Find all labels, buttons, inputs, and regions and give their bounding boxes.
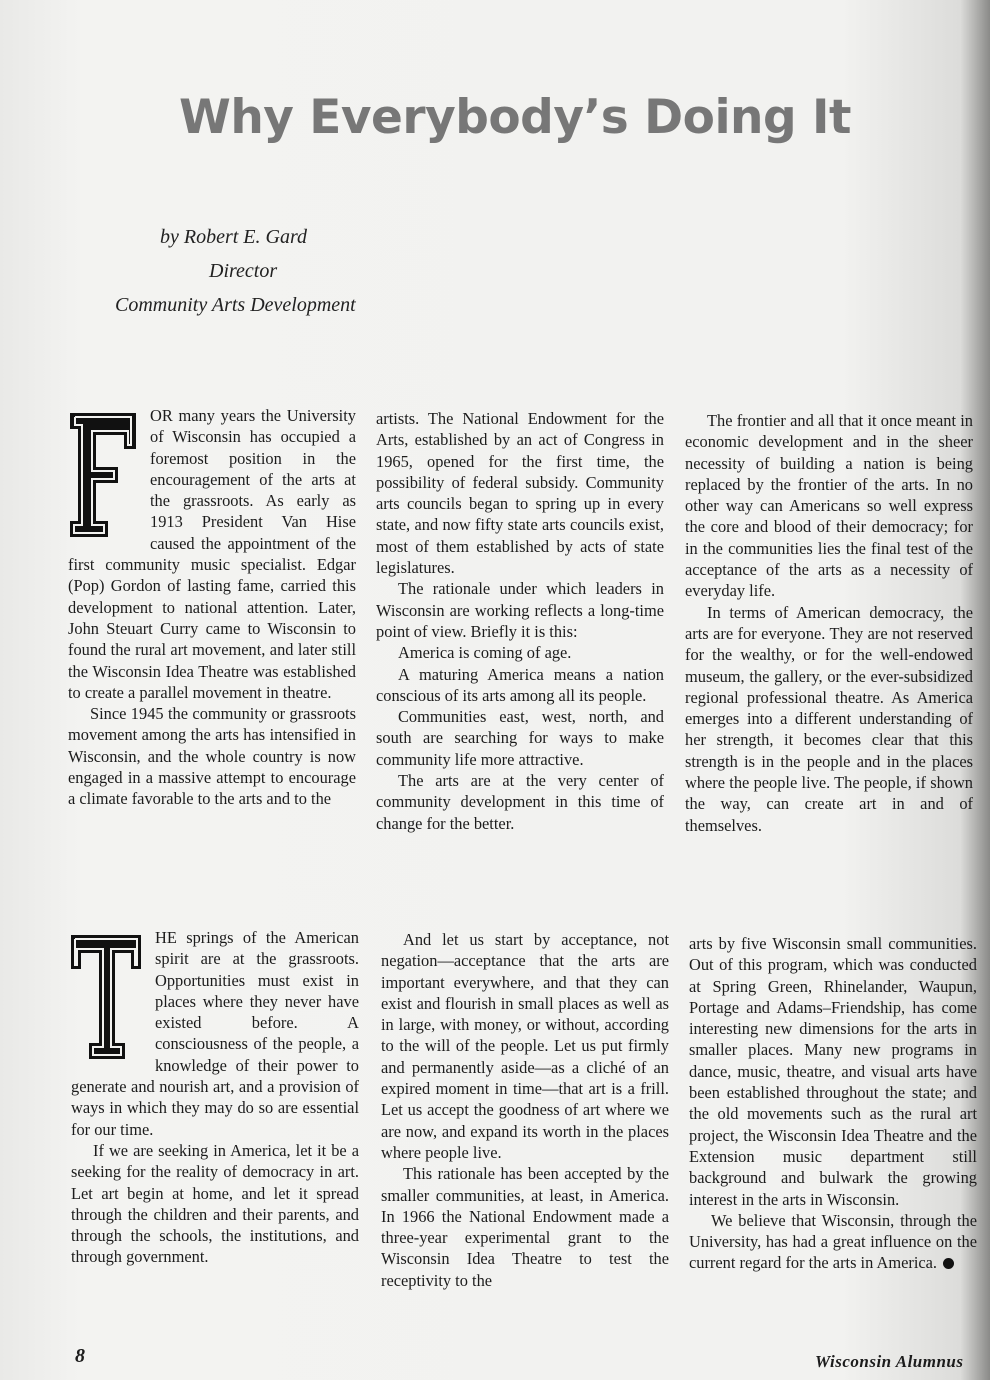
section2-col1-para2: If we are seeking in America, let it be a seeking for the reality of democracy in art. Let art begin at home, and let it spread through the children and their parents, and through the schools, the institutions, and through government. [71,1140,359,1267]
dropcap-f [66,409,140,537]
section1-column1 [68,405,356,810]
byline-role: Director [209,260,278,282]
section2-col3-para2-text: We believe that Wisconsin, through the University, has had a great influence on the current regard for the arts in America. [689,1210,977,1273]
section1-column3 [685,410,973,836]
section1-col1-para2: Since 1945 the community or grassroots movement among the arts has intensified in Wisconsin, and the whole country is now engaged in a massive attempt to encourage a climate favorable to the arts and to the [68,704,356,809]
byline-department: Community Arts Development [115,294,356,316]
section1-col2-para2: The rationale under which leaders in Wisconsin are working reflects a long-time point of view. Briefly it is this: [376,579,664,641]
section2-column1 [71,927,359,1268]
byline-author: by Robert E. Gard [160,226,308,248]
section1-col2-para5: Communities east, west, north, and south are searching for ways to make community life more attractive. [376,707,664,769]
section2-column3 [689,933,977,1274]
article-title: Why Everybody’s Doing It [179,90,851,145]
page-number: 8 [75,1345,85,1367]
section2-col2-para2: This rationale has been accepted by the smaller communities, at least, in America. In 1966 the National Endowment made a three-year experimental grant to the Wisconsin Idea Theatre to test the receptivity to the [381,1164,669,1290]
section1-col1-para1: OR many years the University of Wisconsin has occupied a foremost position in the encouragement of the arts at the grassroots. As early as 1913 President Van Hise caused the appointment of the first community music specialist. Edgar (Pop) Gordon of lasting fame, carried this development to national attention. Later, John Steuart Curry came to Wisconsin to found the rural art movement, and later still the Wisconsin Idea Theatre was established to create a parallel movement in theatre. [68,406,356,702]
section1-col2-para3: America is coming of age. [398,643,572,663]
section1-col3-para2: In terms of American democracy, the arts are for everyone. They are not reserved for the wealthy, or for the well-endowed museum, the gallery, or the ever-subsidized regional professional theatre. As America emerges into a different understanding of her strength, it becomes clear that this strength is in the people and in the places where the people live. The people, if shown the way, can create art in and of themselves. [685,602,973,835]
section1-col2-para6: The arts are at the very center of community development in this time of change for the better. [376,771,664,833]
section1-column2 [376,408,664,834]
section1-col2-para1: artists. The National Endowment for the Arts, established by an act of Congress in 1965, opened for the first time, the possibility of federal subsidy. Community arts councils began to spring up in every state, and now fifty state arts councils exist, most of them established by acts of state legislatures. [376,409,664,578]
section2-column2 [381,929,669,1291]
section2-col3-para1: arts by five Wisconsin small communities. Out of this program, which was conducted at Spring Green, Rhinelander, Waupun, Portage and Adams–Friendship, has come interesting new dimensions for the arts in smaller places. Many new programs in dance, music, theatre, and visual arts have been established throughout the state; and the old movements such as the rural art project, the Wisconsin Idea Theatre and the Extension music department still background and bulwark the growing interest in the arts in Wisconsin. [689,934,977,1209]
section1-col3-para1: The frontier and all that it once meant in economic development and in the sheer necessity of building a nation is being replaced by the frontier of the arts. In no other way can Americans so well express the core and blood of their democracy; for in the communities lies the final test of the acceptance of the arts as a necessity of everyday life. [685,411,973,601]
section2-col3-para2 [689,1210,977,1274]
section1-col2-para4: A maturing America means a nation conscious of its arts among all its people. [376,664,664,705]
end-bullet-icon [943,1258,954,1269]
section2-col1-para1: HE springs of the American spirit are at the grassroots. Opportunities must exist in places where they never have existed before. A consciousness of the people, a knowledge of their power to generate and nourish art, and a provision of ways in which they may do so are essential for our time. [71,928,359,1139]
journal-name: Wisconsin Alumnus [815,1352,964,1371]
section2-col2-para1: And let us start by acceptance, not negation—acceptance that the arts are important everywhere, and that they can exist and flourish in small places as well as in large, with money, or without, according to the will of the people. Let us put firmly and permanently aside—as a cliché of an expired moment in time—that art is a frill. Let us accept the goodness of art where we are now, and expand its worth in the places where people live. [381,930,669,1162]
dropcap-t [69,931,145,1059]
